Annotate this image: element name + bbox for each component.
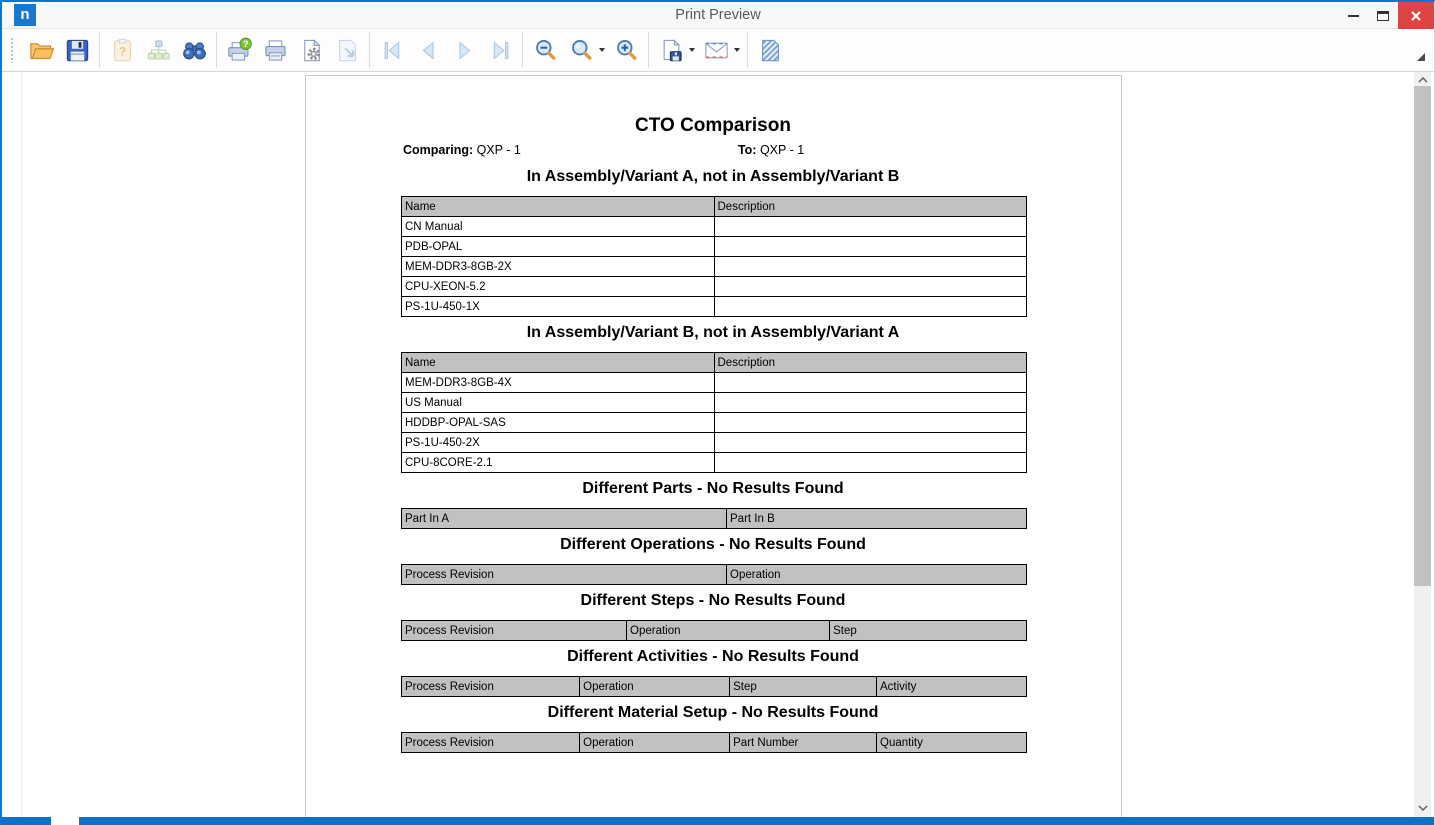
zoom-out-icon (532, 37, 559, 64)
document-title: CTO Comparison (635, 115, 791, 136)
table-row (402, 297, 1027, 317)
clipboard-help-icon (109, 37, 136, 64)
toolbar-separator (648, 32, 649, 68)
close-button[interactable] (1398, 2, 1434, 29)
vertical-scrollbar[interactable] (1414, 72, 1431, 817)
panel-divider (21, 72, 22, 817)
to-label: To: (737, 143, 757, 157)
titlebar (2, 2, 1434, 29)
zoom-in-icon (613, 37, 640, 64)
table-row (402, 453, 1027, 473)
column-header: Process Revision (402, 621, 627, 641)
report-table (401, 352, 1027, 473)
compare-row (401, 143, 1025, 161)
svg-text:?: ? (242, 38, 248, 49)
table-cell: HDDBP-OPAL-SAS (402, 413, 715, 433)
toolbar (2, 29, 1434, 72)
section-heading: Different Activities - No Results Found (567, 648, 859, 665)
report-section (401, 591, 1025, 641)
previous-page-button[interactable] (410, 32, 446, 68)
quick-print-button[interactable] (257, 32, 293, 68)
section-heading: In Assembly/Variant B, not in Assembly/Variant A (526, 324, 900, 341)
table-cell: CPU-XEON-5.2 (402, 277, 715, 297)
export-button[interactable] (653, 32, 689, 68)
first-page-icon (379, 37, 406, 64)
preview-page (305, 75, 1122, 817)
report-section (401, 323, 1025, 473)
comparing-field (403, 143, 521, 157)
column-header: Operation (727, 565, 1027, 585)
report-table (401, 564, 1027, 585)
email-dropdown-button[interactable] (731, 32, 743, 68)
folder-open-icon (28, 37, 55, 64)
to-value: QXP - 1 (759, 143, 805, 157)
table-cell (714, 277, 1027, 297)
column-header: Operation (627, 621, 830, 641)
table-cell: US Manual (402, 393, 715, 413)
next-page-icon (451, 37, 478, 64)
preview-area (2, 72, 1434, 817)
column-header: Process Revision (402, 565, 727, 585)
scroll-down-icon[interactable] (1414, 800, 1431, 815)
table-row (402, 413, 1027, 433)
minimize-icon (1348, 15, 1359, 17)
table-cell (714, 297, 1027, 317)
print-icon (262, 37, 289, 64)
close-icon (1410, 10, 1422, 22)
app-logo-icon: n (14, 4, 36, 26)
report-table (401, 732, 1027, 753)
column-header: Description (714, 197, 1027, 217)
table-cell (714, 413, 1027, 433)
print-dialog-button[interactable] (221, 32, 257, 68)
print-options-icon (226, 37, 253, 64)
toolbar-separator (747, 32, 748, 68)
comparing-value: QXP - 1 (476, 143, 521, 157)
scroll-up-icon[interactable] (1414, 72, 1431, 87)
report-section (401, 479, 1025, 529)
table-row (402, 373, 1027, 393)
binoculars-icon (181, 37, 208, 64)
scale-button[interactable] (329, 32, 365, 68)
open-button[interactable] (23, 32, 59, 68)
table-cell: MEM-DDR3-8GB-2X (402, 257, 715, 277)
report-section (401, 703, 1025, 753)
table-cell: MEM-DDR3-8GB-4X (402, 373, 715, 393)
next-page-button[interactable] (446, 32, 482, 68)
table-row (402, 257, 1027, 277)
scrollbar-thumb[interactable] (1414, 86, 1431, 586)
table-row (402, 237, 1027, 257)
column-header: Step (830, 621, 1027, 641)
column-header: Step (730, 677, 877, 697)
page-setup-button[interactable] (293, 32, 329, 68)
column-header: Part In A (402, 509, 727, 529)
zoom-out-button[interactable] (527, 32, 563, 68)
taskbar-icon[interactable] (51, 817, 79, 825)
table-cell (714, 453, 1027, 473)
column-header: Name (402, 353, 715, 373)
hierarchy-icon (145, 37, 172, 64)
table-cell: PS-1U-450-1X (402, 297, 715, 317)
email-button[interactable] (698, 32, 734, 68)
column-header: Part In B (727, 509, 1027, 529)
report-table (401, 508, 1027, 529)
report-section (401, 647, 1025, 697)
column-header: Process Revision (402, 733, 580, 753)
table-row (402, 277, 1027, 297)
minimize-button[interactable] (1338, 2, 1368, 29)
window-controls (1338, 2, 1434, 29)
clipboard-options-button[interactable] (104, 32, 140, 68)
table-cell (714, 237, 1027, 257)
report-section (401, 167, 1025, 317)
section-heading: Different Steps - No Results Found (580, 592, 846, 609)
column-header: Quantity (877, 733, 1027, 753)
column-header: Operation (580, 733, 730, 753)
last-page-icon (487, 37, 514, 64)
watermark-button[interactable] (752, 32, 788, 68)
save-button[interactable] (59, 32, 95, 68)
window-title: Print Preview (675, 7, 761, 23)
page-setup-icon (298, 37, 325, 64)
column-header: Activity (877, 677, 1027, 697)
export-dropdown-button[interactable] (686, 32, 698, 68)
table-row (402, 433, 1027, 453)
column-header: Process Revision (402, 677, 580, 697)
table-cell: CN Manual (402, 217, 715, 237)
chevron-down-icon (689, 48, 695, 52)
save-icon (64, 37, 91, 64)
zoom-in-button[interactable] (608, 32, 644, 68)
table-cell: CPU-8CORE-2.1 (402, 453, 715, 473)
table-cell (714, 217, 1027, 237)
column-header: Description (714, 353, 1027, 373)
chevron-down-icon (734, 48, 740, 52)
to-field (738, 143, 804, 157)
table-cell: PS-1U-450-2X (402, 433, 715, 453)
toolbar-separator (99, 32, 100, 68)
maximize-button[interactable] (1368, 2, 1398, 29)
report-table (401, 676, 1027, 697)
toolbar-grip[interactable] (10, 37, 15, 63)
toolbar-overflow-icon[interactable] (1417, 53, 1425, 61)
export-document-icon (658, 37, 685, 64)
scale-icon (334, 37, 361, 64)
report-table (401, 196, 1027, 317)
magnifier-icon (568, 37, 595, 64)
chevron-down-icon (599, 48, 605, 52)
table-cell (714, 433, 1027, 453)
watermark-icon (757, 37, 784, 64)
first-page-button[interactable] (374, 32, 410, 68)
maximize-icon (1377, 11, 1389, 21)
table-cell (714, 373, 1027, 393)
table-cell (714, 257, 1027, 277)
comparing-label: Comparing: (403, 143, 474, 157)
report-sections (401, 167, 1025, 753)
section-heading: Different Material Setup - No Results Found (547, 704, 879, 721)
toolbar-separator (522, 32, 523, 68)
email-icon (703, 37, 730, 64)
table-row (402, 393, 1027, 413)
last-page-button[interactable] (482, 32, 518, 68)
report-table (401, 620, 1027, 641)
hierarchy-button[interactable] (140, 32, 176, 68)
column-header: Part Number (730, 733, 877, 753)
svg-text:?: ? (118, 44, 126, 59)
column-header: Operation (580, 677, 730, 697)
toolbar-separator (369, 32, 370, 68)
column-header: Name (402, 197, 715, 217)
previous-page-icon (415, 37, 442, 64)
table-cell: PDB-OPAL (402, 237, 715, 257)
section-heading: In Assembly/Variant A, not in Assembly/Variant B (526, 168, 900, 185)
toolbar-separator (216, 32, 217, 68)
find-button[interactable] (176, 32, 212, 68)
report-section (401, 535, 1025, 585)
section-heading: Different Parts - No Results Found (582, 480, 844, 497)
table-row (402, 217, 1027, 237)
table-cell (714, 393, 1027, 413)
section-heading: Different Operations - No Results Found (560, 536, 866, 553)
taskbar (2, 817, 1434, 825)
zoom-dropdown-button[interactable] (596, 32, 608, 68)
zoom-button[interactable] (563, 32, 599, 68)
